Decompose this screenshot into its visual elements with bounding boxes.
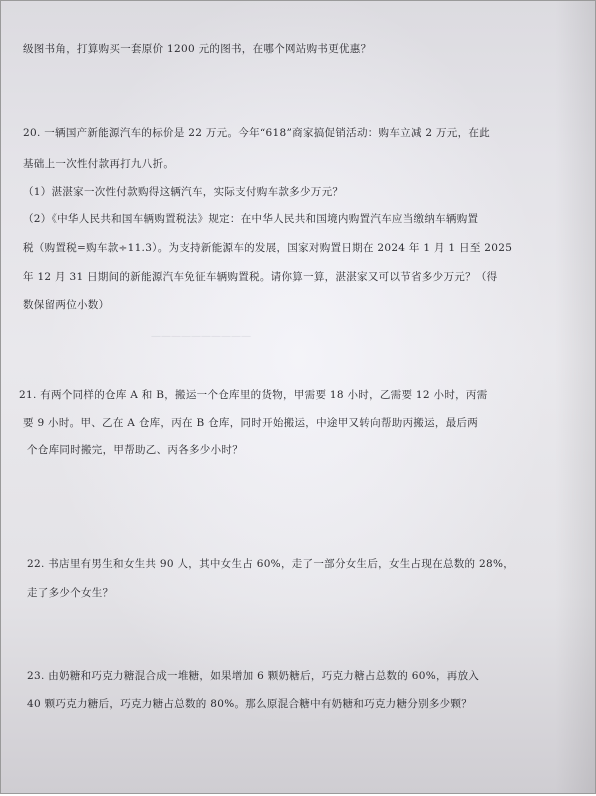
q20-part-2-line-3: 年 12 月 31 日期间的新能源汽车免征车辆购置税。请你算一算，湛湛家又可以节省多少万元？（得 [23, 271, 498, 283]
page-shadow [555, 1, 595, 793]
q22-line-1: 22. 书店里有男生和女生共 90 人，其中女生占 60%，走了一部分女生后，女生占现在总数的 28%， [27, 558, 515, 570]
q21-line-3: 个仓库同时搬完，甲帮助乙、丙各多少小时？ [27, 444, 243, 456]
q20-line-2: 基础上一次性付款再打九八折。 [23, 158, 175, 170]
q20-part-2-line-1: （2）《中华人民共和国车辆购置税法》规定：在中华人民共和国境内购置汽车应当缴纳车辆购置 [23, 213, 479, 225]
q22-line-2: 走了多少个女生？ [27, 587, 114, 599]
q21-line-2: 要 9 小时。甲、乙在 A 仓库，丙在 B 仓库，同时开始搬运，中途甲又转向帮助丙搬运，最后两 [23, 417, 479, 429]
q21-line-1: 21. 有两个同样的仓库 A 和 B，搬运一个仓库里的货物，甲需要 18 小时，乙需要 12 小时，丙需 [19, 389, 488, 401]
q20-part-2-line-2: 税（购置税=购车款÷11.3）。为支持新能源车的发展，国家对购置日期在 2024 年 1 月 1 日至 2025 [23, 242, 513, 254]
q20-part-1: （1）湛湛家一次性付款购得这辆汽车，实际支付购车款多少万元？ [23, 186, 344, 198]
q20-part-2-line-4: 数保留两位小数） [23, 299, 110, 311]
q23-line-2: 40 颗巧克力糖后，巧克力糖占总数的 80%。那么原混合糖中有奶糖和巧克力糖分别多少颗？ [27, 698, 473, 710]
previous-question-tail: 级图书角，打算购买一套原价 1200 元的图书，在哪个网站购书更优惠？ [23, 43, 372, 55]
q23-line-1: 23. 由奶糖和巧克力糖混合成一堆糖，如果增加 6 颗奶糖后，巧克力糖占总数的 60%，再放入 [27, 670, 480, 682]
bleed-through-text: —————————— [151, 331, 251, 342]
q20-line-1: 20. 一辆国产新能源汽车的标价是 22 万元。今年“618”商家搞促销活动：购车立减 2 万元，在此 [23, 127, 491, 139]
